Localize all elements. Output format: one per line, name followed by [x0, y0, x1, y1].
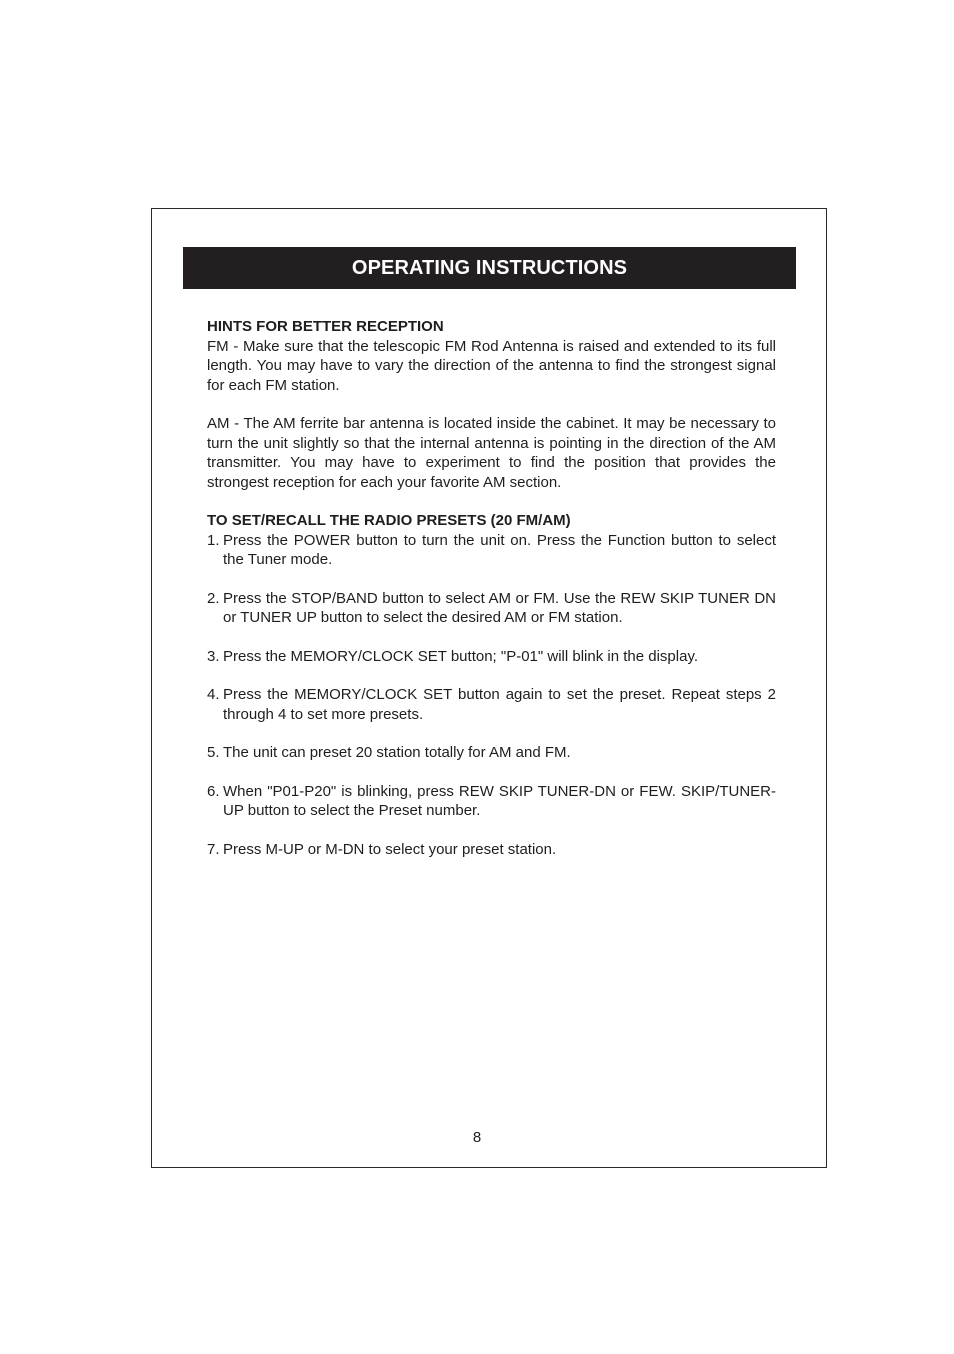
step-text: Press M-UP or M-DN to select your preset station. [223, 840, 557, 858]
step-number: 1. [207, 531, 220, 549]
step-number: 4. [207, 686, 220, 703]
page-title-bar [183, 247, 796, 289]
presets-heading: TO SET/RECALL THE RADIO PRESETS (20 FM/AM) [207, 512, 571, 529]
am-hint-paragraph: AM - The AM ferrite bar antenna is located inside the cabinet. It may be necessary to turn the unit slightly so that the internal antenna is pointing in the direction of the AM transmitter. You may have to experiment to find the position that provides the strongest reception for each your favorite AM section. [207, 415, 776, 491]
step-number: 7. [207, 840, 220, 858]
step-text: Press the MEMORY/CLOCK SET button; "P-01" will blink in the display. [223, 647, 699, 665]
step-text: When "P01-P20" is blinking, press REW SKIP TUNER-DN or FEW. SKIP/TUNER-UP button to select the Preset number. [223, 782, 776, 819]
preset-step-1 [207, 531, 776, 570]
preset-step-5 [207, 743, 776, 763]
step-number: 6. [207, 782, 220, 800]
hints-heading: HINTS FOR BETTER RECEPTION [207, 318, 444, 335]
preset-step-6 [207, 782, 776, 821]
step-text: The unit can preset 20 station totally for AM and FM. [223, 744, 571, 761]
page-title: OPERATING INSTRUCTIONS [351, 256, 628, 279]
instructions-content [207, 317, 776, 859]
step-text: Press the STOP/BAND button to select AM or FM. Use the REW SKIP TUNER DN or TUNER UP button to select the desired AM or FM station. [223, 589, 776, 626]
step-number: 3. [207, 647, 220, 665]
step-text: Press the POWER button to turn the unit on. Press the Function button to select the Tuner mode. [223, 531, 776, 568]
step-text: Press the MEMORY/CLOCK SET button again to set the preset. Repeat steps 2 through 4 to set more presets. [223, 686, 776, 723]
preset-step-4 [207, 685, 776, 724]
step-number: 5. [207, 744, 220, 761]
preset-step-2 [207, 589, 776, 628]
step-number: 2. [207, 589, 220, 607]
preset-step-3 [207, 647, 776, 667]
preset-step-7 [207, 840, 776, 860]
fm-hint-paragraph: FM - Make sure that the telescopic FM Rod Antenna is raised and extended to its full length. You may have to vary the direction of the antenna to find the strongest signal for each FM station. [207, 337, 776, 394]
page-number: 8 [472, 1129, 482, 1146]
